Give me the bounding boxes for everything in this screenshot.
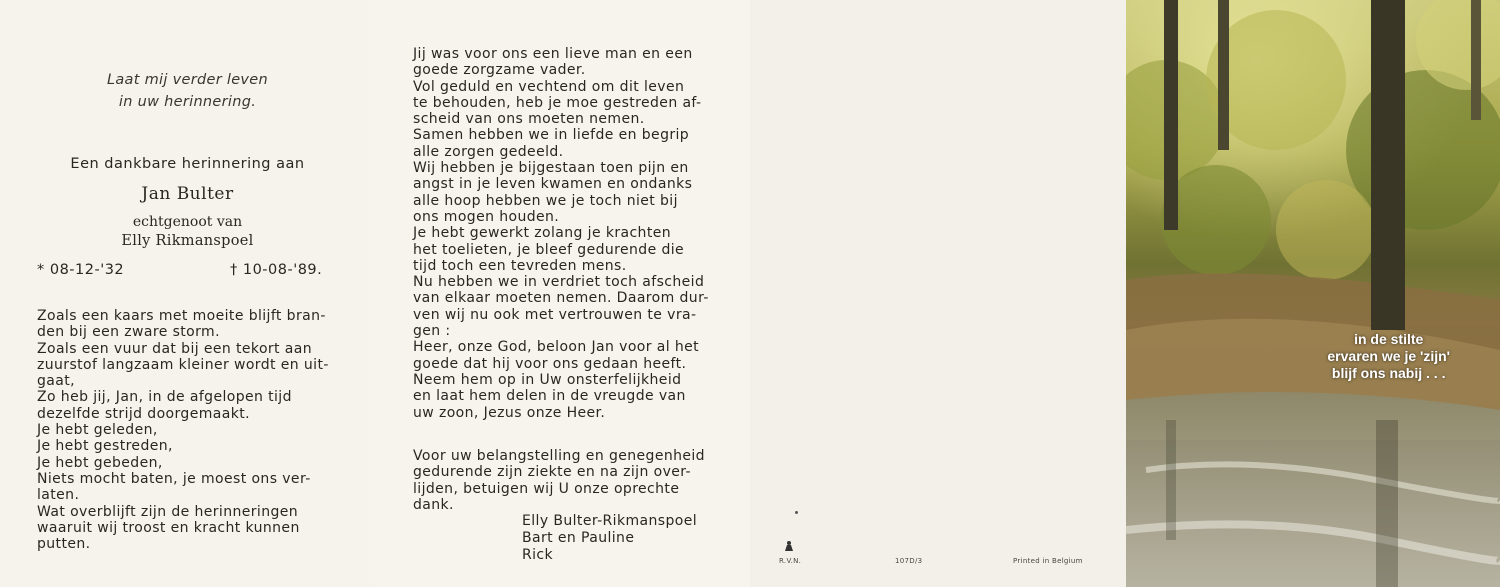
birth-date: * 08-12-'32 [37, 262, 125, 278]
signer: Elly Bulter-Rikmanspoel [522, 513, 698, 529]
poem-line: zuurstof langzaam kleiner wordt en uit- [37, 356, 329, 373]
middle-panel [375, 0, 750, 587]
caption-line: in de stilte [1354, 331, 1424, 347]
tribute-line: Neem hem op in Uw onsterfelijkheid [413, 371, 682, 388]
spouse-name: Elly Rikmanspoel [121, 233, 254, 249]
motto-line-2: in uw herinnering. [118, 94, 257, 110]
forest-photo [1126, 0, 1500, 587]
tribute-line: van elkaar moeten nemen. Daarom dur- [413, 290, 709, 307]
tribute-line: Wij hebben je bijgestaan toen pijn en [413, 160, 689, 177]
tribute-line: en laat hem delen in de vreugde van [413, 388, 686, 405]
poem-line: Je hebt gestreden, [37, 438, 173, 455]
print-speck [795, 511, 798, 514]
signer: Bart en Pauline [522, 530, 635, 546]
left-panel [0, 0, 375, 587]
photo-caption [1327, 331, 1450, 382]
tribute-text [413, 46, 713, 421]
tribute-line: gen : [413, 323, 451, 340]
forest-photo-panel [1126, 0, 1500, 587]
poem-line: Je hebt gebeden, [37, 454, 163, 471]
tribute-line: alle hoop hebben we je toch niet bij [413, 192, 678, 209]
thanks-line: gedurende zijn ziekte en na zijn over- [413, 464, 691, 481]
publisher-logo-icon [783, 540, 795, 552]
tribute-line: ven wij nu ook met vertrouwen te vra- [413, 306, 697, 323]
tribute-line: goede dat hij voor ons gedaan heeft. [413, 355, 687, 372]
poem-line: Zoals een kaars met moeite blijft bran- [37, 308, 326, 324]
tribute-line: Je hebt gewerkt zolang je krachten [413, 225, 672, 242]
tribute-line: Nu hebben we in verdriet toch afscheid [413, 274, 705, 291]
motto-line-1: Laat mij verder leven [106, 72, 269, 88]
thanks-line: Voor uw belangstelling en genegenheid [413, 448, 705, 464]
poem-line: dezelfde strijd doorgemaakt. [37, 405, 250, 422]
spouse-label: echtgenoot van [132, 214, 243, 230]
tribute-line: te behouden, heb je moe gestreden af- [413, 94, 702, 111]
caption-line: ervaren we je 'zijn' [1327, 348, 1450, 364]
thanks-text [413, 448, 713, 513]
tribute-line: het toelieten, je bleef gedurende die [413, 241, 685, 258]
tribute-line: scheid van ons moeten nemen. [413, 111, 645, 128]
intro-text: Een dankbare herinnering aan [70, 156, 305, 172]
death-date: † 10-08-'89. [230, 262, 323, 278]
poem-line: den bij een zware storm. [37, 324, 220, 341]
poem-line: Zo heb jij, Jan, in de afgelopen tijd [37, 389, 292, 406]
thanks-line: dank. [413, 496, 454, 513]
poem-line: waaruit wij troost en kracht kunnen [37, 519, 300, 536]
signatories [522, 513, 697, 564]
back-panel [750, 0, 1126, 587]
tribute-line: Heer, onze God, beloon Jan voor al het [413, 339, 700, 356]
poem-line: Wat overblijft zijn de herinneringen [37, 503, 299, 520]
poem-line: gaat, [37, 373, 75, 390]
poem-line: putten. [37, 536, 91, 553]
tribute-line: alle zorgen gedeeld. [413, 143, 564, 160]
signer: Rick [522, 547, 554, 563]
deceased-name: Jan Bulter [141, 184, 234, 204]
tribute-line: angst in je leven kwamen en ondanks [413, 176, 693, 193]
poem [37, 308, 337, 552]
caption-line: blijf ons nabij . . . [1331, 365, 1446, 381]
tribute-line: Samen hebben we in liefde en begrip [413, 127, 690, 144]
tribute-line: uw zoon, Jezus onze Heer. [413, 404, 606, 421]
poem-line: laten. [37, 487, 80, 504]
tribute-line: tijd toch een tevreden mens. [413, 257, 627, 274]
thanks-line: lijden, betuigen wij U onze oprechte [413, 480, 680, 497]
tribute-line: Jij was voor ons een lieve man en een [413, 46, 693, 62]
publisher-label: R.V.N. [779, 557, 802, 565]
card-code: 107D/3 [895, 557, 923, 565]
tribute-line: Vol geduld en vechtend om dit leven [413, 78, 685, 95]
poem-line: Zoals een vuur dat bij een tekort aan [37, 340, 313, 357]
tribute-line: ons mogen houden. [413, 208, 560, 225]
printed-in-label: Printed in Belgium [1013, 557, 1083, 565]
poem-line: Niets mocht baten, je moest ons ver- [37, 470, 311, 487]
poem-line: Je hebt geleden, [37, 422, 158, 439]
tribute-line: goede zorgzame vader. [413, 62, 586, 79]
